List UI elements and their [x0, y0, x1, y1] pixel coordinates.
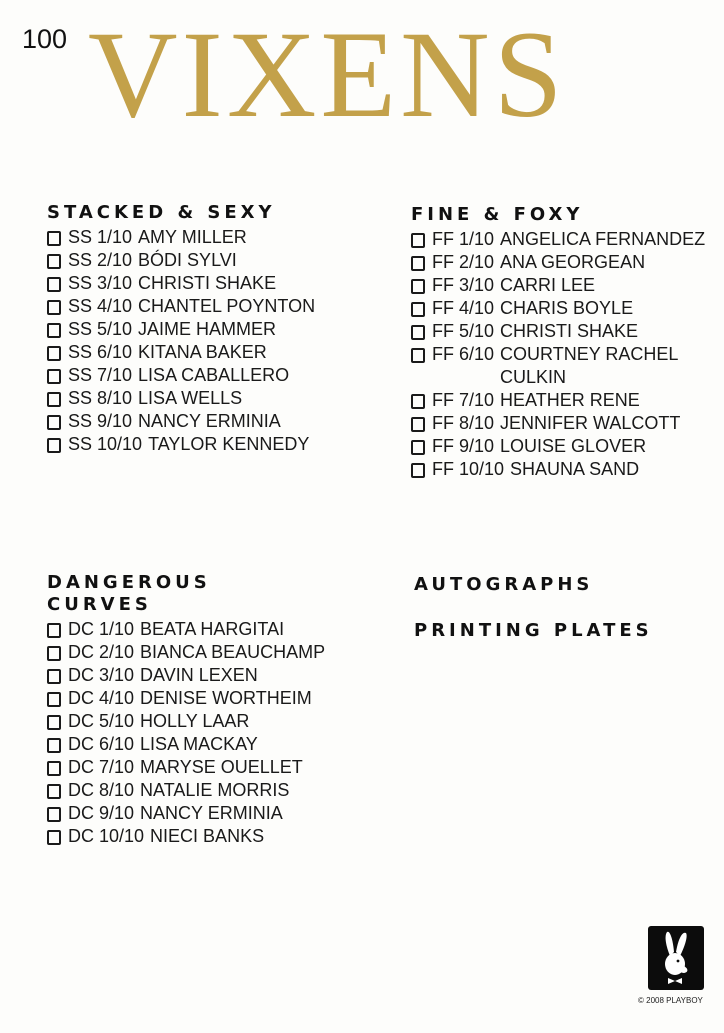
item-name: LISA MACKAY	[140, 734, 258, 754]
checklist-item	[47, 272, 377, 295]
checkbox[interactable]	[47, 784, 61, 799]
checkbox[interactable]	[47, 646, 61, 661]
checklist-item	[47, 318, 377, 341]
checklist-item	[47, 641, 326, 664]
checkbox[interactable]	[411, 256, 425, 271]
section-stacked-sexy	[47, 202, 377, 456]
checkbox[interactable]	[47, 761, 61, 776]
checkbox[interactable]	[411, 394, 425, 409]
item-name: LOUISE GLOVER	[500, 436, 647, 456]
section-dangerous-curves	[47, 572, 326, 848]
checkbox[interactable]	[411, 302, 425, 317]
item-code: DC 5/10	[68, 711, 135, 731]
checkbox[interactable]	[411, 325, 425, 340]
item-code: SS 7/10	[68, 365, 133, 385]
item-code: SS 5/10	[68, 319, 133, 339]
item-name: CARRI LEE	[500, 275, 596, 295]
checklist-stacked-sexy	[47, 226, 377, 456]
item-code: SS 8/10	[68, 388, 133, 408]
item-code: FF 4/10	[432, 298, 495, 318]
checkbox[interactable]	[47, 830, 61, 845]
item-name: CHANTEL POYNTON	[138, 296, 316, 316]
checkbox[interactable]	[411, 348, 425, 363]
section-heading: DANGEROUS CURVES	[47, 572, 211, 615]
checklist-item	[47, 710, 287, 733]
checkbox[interactable]	[47, 277, 61, 292]
item-code: DC 1/10	[68, 619, 135, 639]
checkbox[interactable]	[47, 323, 61, 338]
item-name: NANCY ERMINIA	[138, 411, 281, 431]
item-code: SS 1/10	[68, 227, 133, 247]
item-code: DC 2/10	[68, 642, 135, 662]
checklist-item	[47, 779, 290, 802]
item-code: FF 7/10	[432, 390, 495, 410]
checklist-item	[47, 295, 377, 318]
item-name: DENISE WORTHEIM	[140, 688, 312, 708]
checklist-item	[47, 664, 287, 687]
item-name: NATALIE MORRIS	[140, 780, 290, 800]
item-code: FF 3/10	[432, 275, 495, 295]
item-name: JAIME HAMMER	[138, 319, 277, 339]
item-code: SS 2/10	[68, 250, 133, 270]
checkbox[interactable]	[47, 669, 61, 684]
section-heading-printing-plates: PRINTING PLATES	[414, 620, 653, 641]
checklist-item	[47, 410, 377, 433]
brand-title: VIXENS	[88, 6, 567, 143]
item-name: ANGELICA FERNANDEZ	[500, 229, 706, 249]
item-code: DC 9/10	[68, 803, 135, 823]
item-name: SHAUNA SAND	[510, 459, 640, 479]
checklist-item	[47, 756, 303, 779]
checklist-item	[411, 389, 717, 412]
item-code: SS 9/10	[68, 411, 133, 431]
checklist-item	[47, 387, 377, 410]
item-code: FF 10/10	[432, 459, 505, 479]
checklist-item	[47, 802, 287, 825]
item-code: DC 8/10	[68, 780, 135, 800]
checkbox[interactable]	[411, 417, 425, 432]
checklist-item	[411, 251, 717, 274]
item-code: SS 10/10	[68, 434, 143, 454]
checklist-item	[47, 433, 377, 456]
page-number: 100	[22, 24, 68, 54]
checklist-item	[47, 687, 312, 710]
item-code: FF 8/10	[432, 413, 495, 433]
checklist-item	[47, 825, 287, 848]
item-code: DC 3/10	[68, 665, 135, 685]
checkbox[interactable]	[411, 233, 425, 248]
item-name: LISA CABALLERO	[138, 365, 290, 385]
item-name: CHRISTI SHAKE	[138, 273, 277, 293]
checkbox[interactable]	[47, 300, 61, 315]
item-name: LISA WELLS	[138, 388, 243, 408]
item-code: DC 7/10	[68, 757, 135, 777]
item-name: HOLLY LAAR	[140, 711, 250, 731]
item-name: KITANA BAKER	[138, 342, 267, 362]
checklist-item	[47, 249, 377, 272]
item-code: DC 4/10	[68, 688, 135, 708]
item-name: BÓDI SYLVI	[138, 250, 237, 270]
item-code: FF 9/10	[432, 436, 495, 456]
item-name: TAYLOR KENNEDY	[148, 434, 310, 454]
section-heading: STACKED & SEXY	[47, 202, 276, 223]
checklist-item	[411, 274, 717, 297]
item-name: AMY MILLER	[138, 227, 247, 247]
item-code: SS 3/10	[68, 273, 133, 293]
item-name: COURTNEY RACHEL CULKIN	[500, 344, 678, 387]
item-name: CHRISTI SHAKE	[500, 321, 639, 341]
item-name: NANCY ERMINIA	[140, 803, 283, 823]
playboy-bunny-icon-graphic	[648, 926, 704, 990]
item-name: HEATHER RENE	[500, 390, 640, 410]
checkbox[interactable]	[47, 623, 61, 638]
item-code: FF 5/10	[432, 321, 495, 341]
item-code: SS 4/10	[68, 296, 133, 316]
item-name: BIANCA BEAUCHAMP	[140, 642, 326, 662]
checklist-item	[47, 226, 377, 249]
checkbox[interactable]	[47, 738, 61, 753]
checklist-item	[47, 341, 377, 364]
checklist-item	[47, 364, 377, 387]
item-name: JENNIFER WALCOTT	[500, 413, 681, 433]
checkbox[interactable]	[47, 438, 61, 453]
checkbox[interactable]	[47, 415, 61, 430]
section-heading: FINE & FOXY	[411, 204, 584, 225]
checklist-dangerous-curves	[47, 618, 326, 848]
section-heading-autographs: AUTOGRAPHS	[414, 574, 594, 595]
item-code: FF 6/10	[432, 344, 495, 364]
item-code: DC 10/10	[68, 826, 145, 846]
checklist-item	[411, 435, 717, 458]
checklist-fine-foxy	[411, 228, 717, 481]
item-code: SS 6/10	[68, 342, 133, 362]
checkbox[interactable]	[47, 392, 61, 407]
checklist-item	[47, 733, 287, 756]
section-fine-foxy	[411, 204, 717, 481]
checkbox[interactable]	[47, 369, 61, 384]
checklist-item	[411, 458, 717, 481]
item-code: FF 1/10	[432, 229, 495, 249]
checklist-item	[411, 320, 717, 343]
checkbox[interactable]	[411, 279, 425, 294]
checklist-item	[411, 228, 717, 251]
checkbox[interactable]	[411, 440, 425, 455]
item-name: NIECI BANKS	[150, 826, 265, 846]
checklist-item	[411, 297, 717, 320]
checkbox[interactable]	[47, 715, 61, 730]
item-name: MARYSE OUELLET	[140, 757, 303, 777]
checkbox[interactable]	[47, 254, 61, 269]
checkbox[interactable]	[47, 807, 61, 822]
item-code: FF 2/10	[432, 252, 495, 272]
checklist-item	[411, 412, 717, 435]
checkbox[interactable]	[47, 346, 61, 361]
item-name: DAVIN LEXEN	[140, 665, 258, 685]
checklist-item	[47, 618, 287, 641]
copyright-text: © 2008 PLAYBOY	[638, 996, 703, 1005]
item-name: CHARIS BOYLE	[500, 298, 634, 318]
checkbox[interactable]	[411, 463, 425, 478]
checkbox[interactable]	[47, 692, 61, 707]
item-name: BEATA HARGITAI	[140, 619, 285, 639]
checklist-item	[411, 343, 717, 389]
item-name: ANA GEORGEAN	[500, 252, 646, 272]
playboy-bunny-icon	[648, 926, 704, 990]
checkbox[interactable]	[47, 231, 61, 246]
item-code: DC 6/10	[68, 734, 135, 754]
